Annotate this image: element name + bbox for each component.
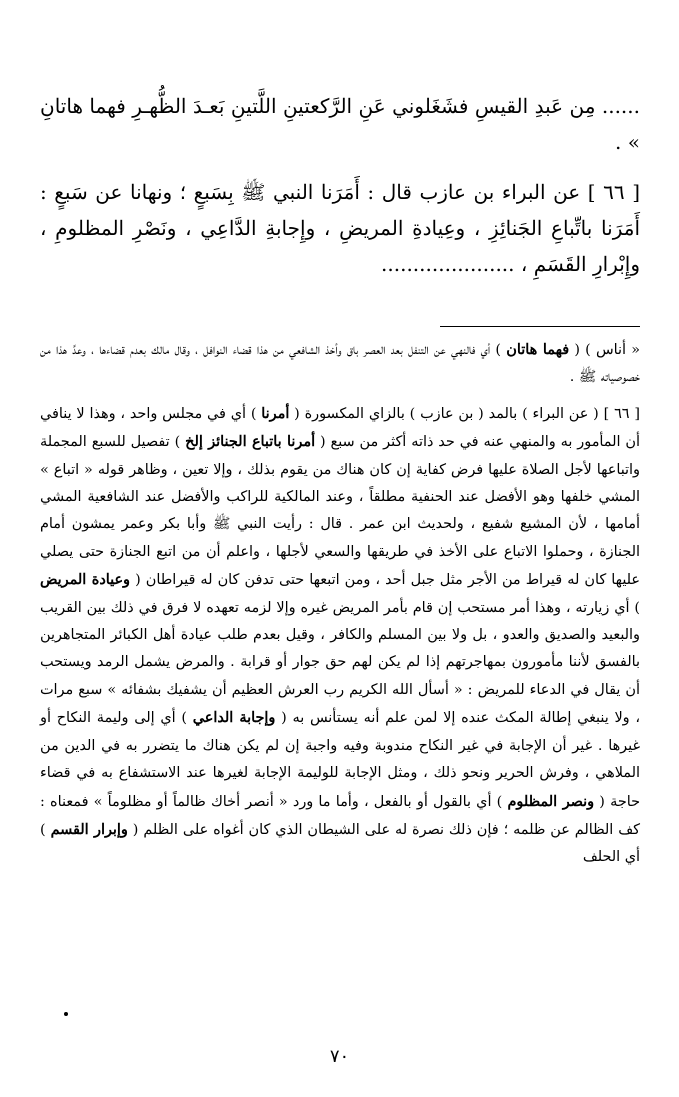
bold-term: وإجابة الداعي bbox=[192, 709, 276, 727]
note-text: [ ٦٦ ] ( عن البراء ) بالمد ( بن عازب ) بالزاي المكسورة ( bbox=[289, 405, 640, 422]
note-text: ) أي بالقول أو بالفعل ، وأما ما ورد « أنصر أخاك ظالماً أو مظلوماً » فمعناه : كف الظالم عن ظلمه ؛ فإن ذلك نصرة له على الشيطان الذي كان أغواه على الظلم ( bbox=[40, 793, 640, 838]
note-text: ) تفصيل للسبع المجملة واتباعها لأجل الصلاة عليها فرض كفاية إن كان هناك من يقوم بذلك ، وإلا تعين ، وظاهر قوله « اتباع » المشي خلفها وهو الأفضل عند الحنفية مطلقاً ، وعند المالكية للراكب والأفضل عند الشافعية المشي أمامها ، لأن المشيع شفيع ، ولحديث ابن عمر . قال : رأيت النبي ﷺ وأبا بكر وعمر يمشون أمام الجنازة ، وحملوا الاتباع على الأخذ في طريقها والسعي لأجلها ، واعلم أن من اتبع الجنازة حتى يصلي عليها كان له قيراط من الأجر مثل جبل أحد ، ومن اتبعها حتى تدفن كان له قيراطان ( bbox=[40, 434, 641, 589]
main-text bbox=[40, 88, 640, 282]
note-text: ) أي في مجلس واحد ، وهذا لا ينافي أن المأمور به والمنهي عنه في حد ذاته أكثر من سبع ( bbox=[40, 405, 640, 451]
note-text: « أناس ) ( bbox=[569, 342, 640, 358]
bold-term: وعيادة المريض bbox=[40, 571, 131, 589]
hadith-66-paragraph: [ ٦٦ ] عن البراء بن عازب قال : أَمَرَنا النبي ﷺ بِسَبعٍ ؛ ونهانا عن سَبعٍ : أَمَرَنا باتِّباعِ الجَنائِزِ ، وعِيادةِ المريضِ ، وإِجابةِ الدَّاعِي ، ونَصْرِ المظلومِ ، وإِبْرارِ القَسَمِ ، ..................... bbox=[40, 180, 640, 276]
footnote-divider bbox=[440, 326, 640, 327]
note-text: ) أي إلى وليمة النكاح أو غيرها . غير أن الإجابة في غير النكاح مندوبة وفيه واجبة إن لم يكن هناك ما يتضرر به في الدين من الملاهي ، وفرش الحرير ونحو ذلك ، ومثل الإجابة للوليمة الإجابة لغيرها عند الاستشفاع به في قضاء حاجة ( bbox=[40, 710, 641, 810]
bold-term: أمرنا bbox=[261, 404, 290, 422]
page-number: ٧٠ bbox=[329, 1046, 350, 1067]
note-text: ) أي فالنهي عن التنفل بعد العصر باق وأخذ الشافعي من هذا قضاء النوافل ، وقال مالك بعدم قضاءها ، وعدَّ هذا من خصوصياته ﷺ . bbox=[40, 342, 640, 386]
note-text: ) أي زيارته ، وهذا أمر مستحب إن قام بأمر المريض غيره وإلا لزمه تعهده لا فرق في ذلك بين القريب والبعيد والصديق والعدو ، بل ولا بين المسلم والكافر ، وقيل بعدم طلب عيادة أهل الكبائر المتجاهرين بالفسق لأننا مأمورون بمهاجرتهم إذا لم يكن لهم حق جوار أو قرابة . والمرض يشمل الرمد ويستحب أن يقال في الدعاء للمريض : « أسأل الله الكريم رب العرش العظيم أن يشفيك بشفائه » سبع مرات ، ولا ينبغي إطالة المكث عنده إلا لمن علم أنه يستأنس به ( bbox=[40, 599, 640, 727]
note-text: ) أي الحلف bbox=[40, 821, 640, 866]
bold-term: ونصر المظلوم bbox=[507, 792, 595, 810]
note-paragraph-hadith-66 bbox=[40, 400, 640, 872]
commentary-notes bbox=[40, 336, 640, 872]
bold-term: وإبرار القسم bbox=[50, 820, 128, 838]
note-paragraph-1 bbox=[40, 336, 640, 392]
margin-dot bbox=[64, 1012, 68, 1016]
bold-term: أمرنا باتباع الجنائز إلخ bbox=[185, 433, 316, 451]
page bbox=[40, 0, 640, 1097]
bold-term: فهما هاتان bbox=[506, 341, 570, 358]
main-paragraph-1: ...... مِن عَبدِ القيسِ فشَغَلوني عَنِ الرَّكعتينِ اللَّتينِ بَعـدَ الظُّهـرِ فهما هاتانِ » . bbox=[40, 94, 640, 154]
